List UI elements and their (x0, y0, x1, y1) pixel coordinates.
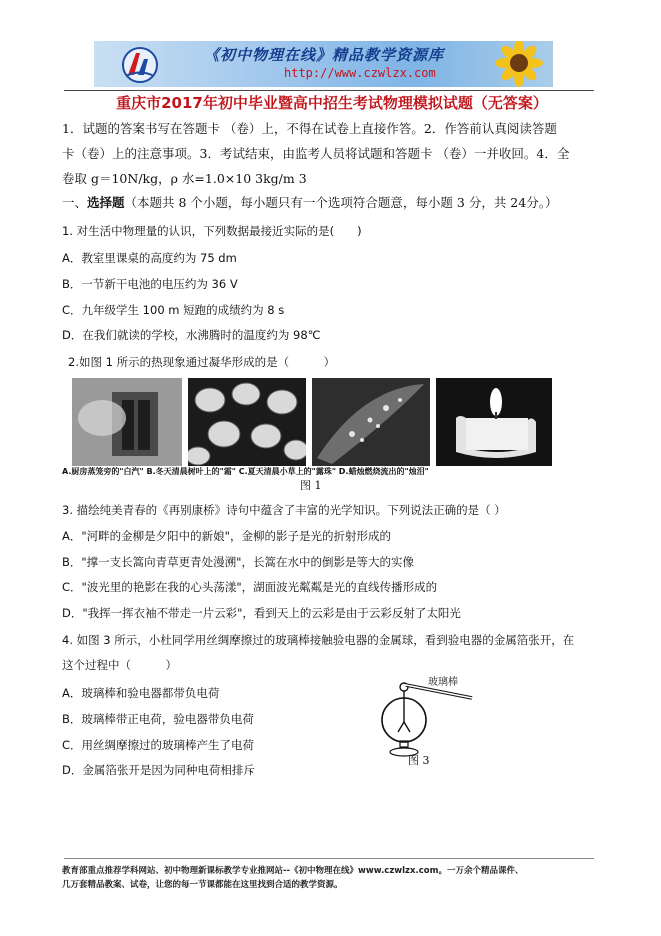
q4-option-b: B．玻璃棒带正电荷，验电器带负电荷 (62, 712, 254, 726)
instruction-line-3: 卷取 g＝10N/kg，ρ 水=1.0×10 3kg/m 3 (62, 171, 307, 186)
site-logo-icon (120, 45, 160, 83)
q1-option-c: C．九年级学生 100 m 短跑的成绩约为 8 s (62, 303, 285, 317)
fig1-photo-dew (312, 378, 430, 466)
section-prefix: 一、 (62, 195, 88, 210)
electroscope-figure (372, 670, 482, 765)
q3-option-d: D．"我挥一挥衣袖不带走一片云彩"，看到天上的云彩是由于云彩反射了太阳光 (62, 606, 461, 620)
banner-url: http://www.czwlzx.com (284, 66, 436, 80)
q3-option-a: A．"河畔的金柳是夕阳中的新娘"，金柳的影子是光的折射形成的 (62, 529, 391, 543)
instruction-line-1: 1．试题的答案书写在答题卡 （卷）上，不得在试卷上直接作答。2．作答前认真阅读答题 (62, 121, 557, 136)
instruction-line-2: 卡（卷）上的注意事项。3．考试结束，由监考人员将试题和答题卡 （卷）一并收回。4．全 (62, 146, 570, 161)
title-divider (64, 90, 594, 91)
q1-option-d: D．在我们就读的学校，水沸腾时的温度约为 98℃ (62, 328, 321, 342)
section-header (62, 195, 557, 211)
site-banner (94, 41, 553, 87)
fig1-label: 图 1 (300, 479, 322, 492)
q1-option-a: A．教室里课桌的高度约为 75 dm (62, 251, 237, 265)
document-title: 重庆市2017年初中毕业暨高中招生考试物理模拟试题（无答案） (116, 94, 548, 112)
sunflower-icon (489, 41, 549, 87)
fig1-photo-candle (436, 378, 552, 466)
section-label: 选择题 (87, 195, 125, 210)
q1-option-b: B．一节新干电池的电压约为 36 V (62, 277, 238, 291)
banner-title: 《初中物理在线》精品教学资源库 (204, 46, 445, 64)
fig1-photo-steam (72, 378, 182, 466)
fig1-photo-frost (188, 378, 306, 466)
q3-option-c: C．"波光里的艳影在我的心头荡漾"，湖面波光粼粼是光的直线传播形成的 (62, 580, 438, 594)
q4-option-a: A．玻璃棒和验电器都带负电荷 (62, 686, 220, 700)
q1-stem: 1. 对生活中物理量的认识，下列数据最接近实际的是( ) (62, 224, 362, 238)
section-note: （本题共 8 个小题，每小题只有一个选项符合题意，每小题 3 分，共 24分。） (124, 195, 558, 210)
q2-stem: 2.如图 1 所示的热现象通过凝华形成的是（ ） (68, 355, 336, 369)
footer-divider (64, 858, 594, 859)
footer-line-1: 教育部重点推荐学科网站、初中物理新课标教学专业推网站--《初中物理在线》www.czwlzx.com。一万余个精品课件、 (62, 866, 524, 876)
fig3-label: 图 3 (408, 754, 430, 767)
fig1-caption: A.厨房蒸笼旁的"白汽" B.冬天清晨树叶上的"霜" C.夏天清晨小草上的"露珠" D.蜡烛燃烧流出的"烛泪" (62, 467, 429, 476)
q4-stem-line-2: 这个过程中（ ） (62, 658, 177, 672)
footer-line-2: 几万套精品教案、试卷，让您的每一节课都能在这里找到合适的教学资源。 (62, 880, 343, 890)
q4-option-c: C．用丝绸摩擦过的玻璃棒产生了电荷 (62, 738, 255, 752)
q3-option-b: B．"撑一支长篙向青草更青处漫溯"，长篙在水中的倒影是等大的实像 (62, 555, 414, 569)
q4-option-d: D．金属箔张开是因为同种电荷相排斥 (62, 763, 255, 777)
q3-stem: 3. 描绘纯美青春的《再别康桥》诗句中蕴含了丰富的光学知识。下列说法正确的是（ ） (62, 503, 506, 517)
q4-stem-line-1: 4. 如图 3 所示，小杜同学用丝绸摩擦过的玻璃棒接触验电器的金属球，看到验电器的金属箔张开，在 (62, 633, 575, 647)
glass-rod-label: 玻璃棒 (428, 677, 458, 688)
